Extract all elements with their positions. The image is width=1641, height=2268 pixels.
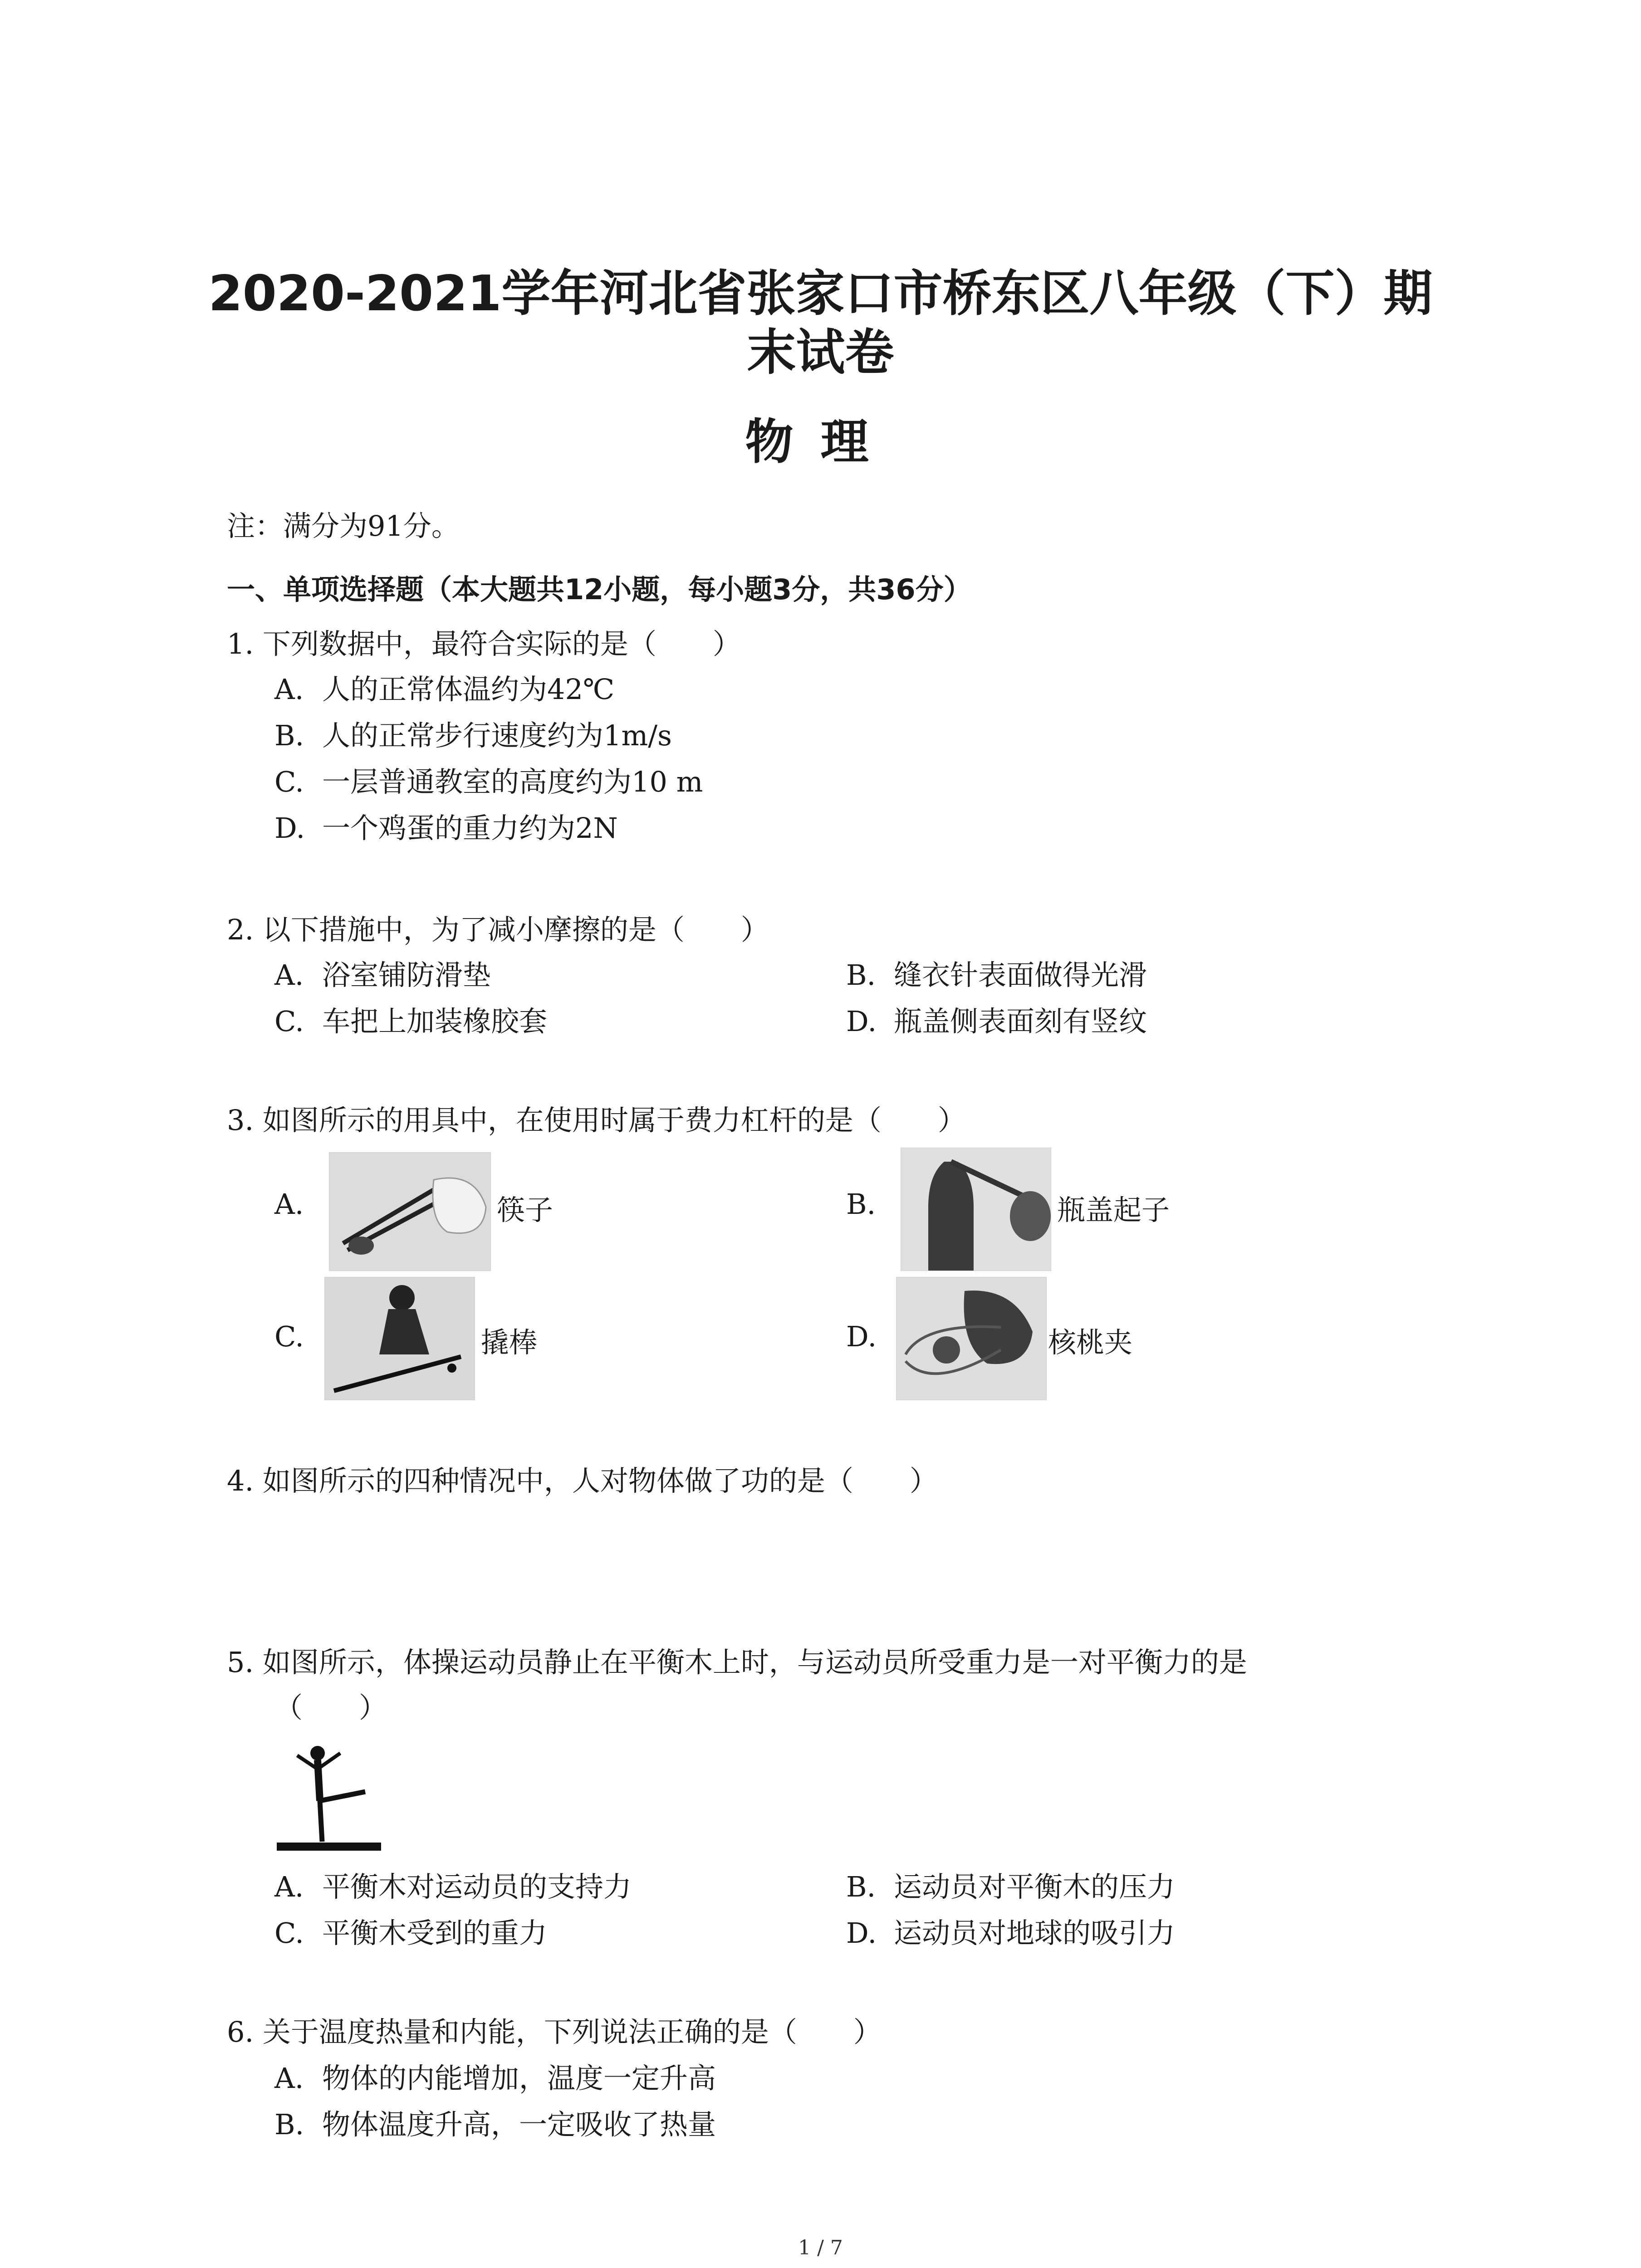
question-6-option-a: A. 物体的内能增加，温度一定升高 bbox=[274, 2062, 716, 2095]
question-2-option-c: C. 车把上加装橡胶套 bbox=[274, 1005, 548, 1038]
question-6-option-b: B. 物体温度升高，一定吸收了热量 bbox=[274, 2108, 716, 2141]
page-number: 1 / 7 bbox=[798, 2236, 843, 2259]
question-3-option-b-text: 瓶盖起子 bbox=[1057, 1193, 1170, 1227]
question-1-option-b: B. 人的正常步行速度约为1m/s bbox=[274, 719, 672, 752]
chopsticks-photo bbox=[329, 1152, 491, 1271]
bottle-opener-photo bbox=[901, 1148, 1051, 1271]
question-1-option-a: A. 人的正常体温约为42℃ bbox=[274, 673, 615, 706]
question-3-option-a-letter: A. bbox=[274, 1188, 304, 1221]
question-6-stem: 6. 关于温度热量和内能，下列说法正确的是（ ） bbox=[227, 2015, 882, 2048]
question-3-option-a-text: 筷子 bbox=[497, 1193, 554, 1227]
question-3-option-d-text: 核桃夹 bbox=[1048, 1326, 1133, 1359]
question-3-stem: 3. 如图所示的用具中，在使用时属于费力杠杆的是（ ） bbox=[227, 1104, 966, 1137]
question-2-option-b: B. 缝衣针表面做得光滑 bbox=[846, 958, 1147, 992]
question-5-option-a: A. 平衡木对运动员的支持力 bbox=[274, 1870, 632, 1903]
gymnast-balance-beam-figure bbox=[272, 1737, 390, 1860]
question-3-option-d-letter: D. bbox=[846, 1320, 877, 1353]
page-title-line-1: 2020-2021学年河北省张家口市桥东区八年级（下）期 bbox=[208, 265, 1433, 322]
score-note: 注：满分为91分。 bbox=[227, 509, 460, 543]
section-heading: 一、单项选择题（本大题共12小题，每小题3分，共36分） bbox=[227, 573, 972, 606]
question-2-stem: 2. 以下措施中，为了减小摩擦的是（ ） bbox=[227, 913, 769, 946]
question-5-option-b: B. 运动员对平衡木的压力 bbox=[846, 1870, 1176, 1903]
page-title-line-2: 末试卷 bbox=[747, 324, 894, 381]
question-4-stem: 4. 如图所示的四种情况中，人对物体做了功的是（ ） bbox=[227, 1464, 938, 1497]
question-3-option-b-letter: B. bbox=[846, 1188, 876, 1221]
question-1-option-d: D. 一个鸡蛋的重力约为2N bbox=[274, 811, 618, 845]
nutcracker-photo bbox=[896, 1277, 1047, 1400]
subject-heading: 物理 bbox=[745, 414, 896, 470]
question-1-option-c: C. 一层普通教室的高度约为10 m bbox=[274, 765, 703, 798]
question-5-stem-continued: （ ） bbox=[274, 1691, 387, 1724]
question-2-option-a: A. 浴室铺防滑垫 bbox=[274, 958, 491, 992]
crowbar-photo bbox=[324, 1277, 475, 1400]
question-2-option-d: D. 瓶盖侧表面刻有竖纹 bbox=[846, 1005, 1147, 1038]
question-5-option-d: D. 运动员对地球的吸引力 bbox=[846, 1916, 1176, 1950]
question-3-option-c-letter: C. bbox=[274, 1320, 304, 1353]
question-5-stem: 5. 如图所示，体操运动员静止在平衡木上时，与运动员所受重力是一对平衡力的是 bbox=[227, 1646, 1247, 1679]
question-3-option-c-text: 撬棒 bbox=[481, 1326, 538, 1359]
question-5-option-c: C. 平衡木受到的重力 bbox=[274, 1916, 548, 1950]
question-1-stem: 1. 下列数据中，最符合实际的是（ ） bbox=[227, 627, 741, 660]
